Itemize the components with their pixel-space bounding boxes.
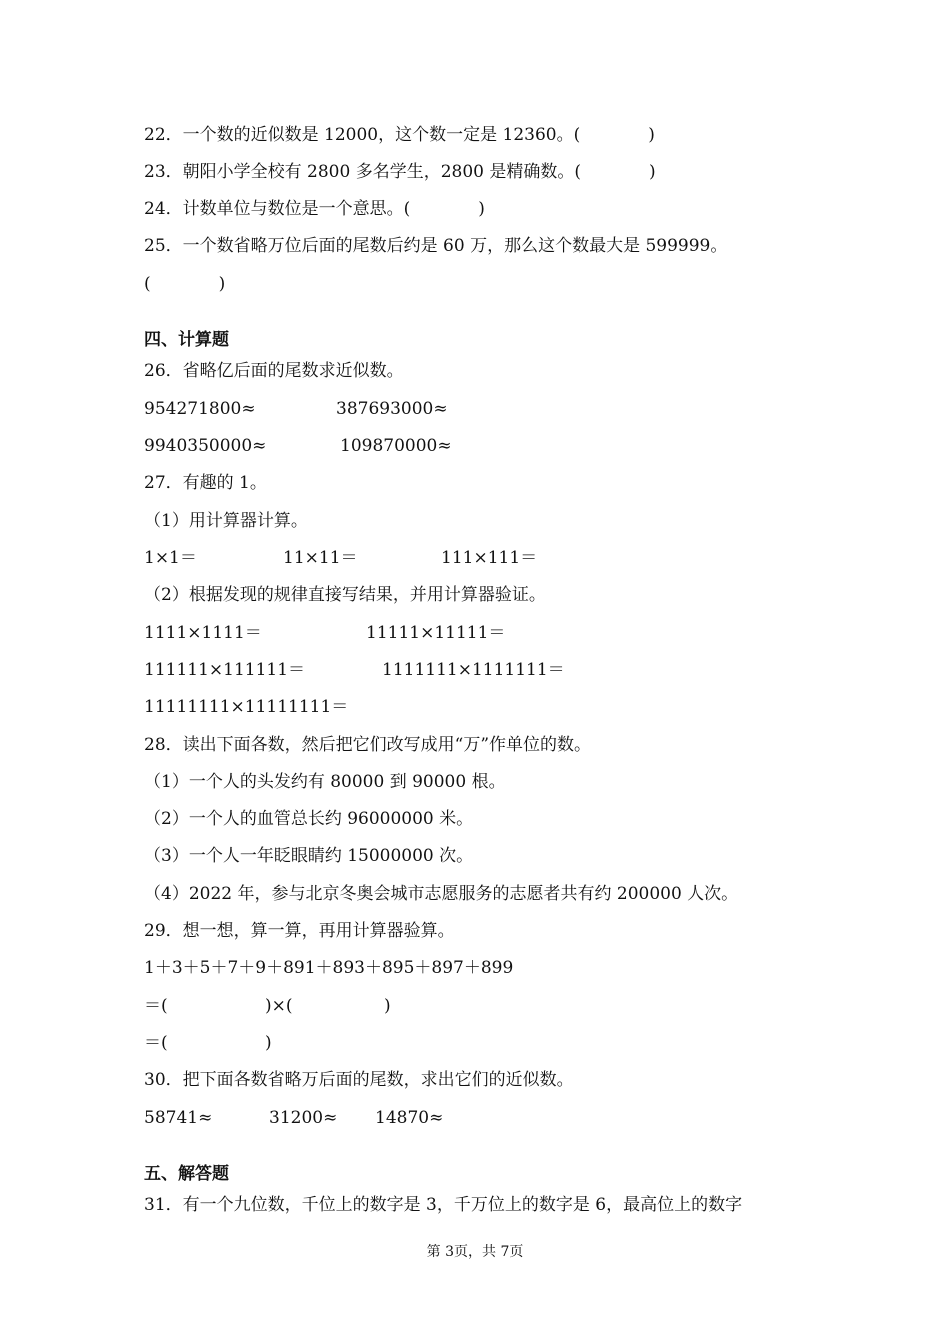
q27-item-111111x111111: 111111×111111＝ xyxy=(144,660,306,680)
question-30: 30．把下面各数省略万后面的尾数，求出它们的近似数。 xyxy=(144,1070,574,1090)
question-27-part-2: （2）根据发现的规律直接写结果，并用计算器验证。 xyxy=(144,585,546,605)
q29-step1-close: ) xyxy=(384,996,391,1016)
question-22: 22．一个数的近似数是 12000，这个数一定是 12360。( ) xyxy=(144,125,655,145)
question-28: 28．读出下面各数，然后把它们改写成用“万”作单位的数。 xyxy=(144,735,592,755)
q29-step1-times: )×( xyxy=(265,996,293,1016)
q27-item-1111x1111: 1111×1111＝ xyxy=(144,623,262,643)
q30-item-c: 14870≈ xyxy=(375,1108,444,1128)
question-28-part-3: （3）一个人一年眨眼睛约 15000000 次。 xyxy=(144,846,474,866)
question-29: 29．想一想，算一算，再用计算器验算。 xyxy=(144,921,455,941)
q27-item-1111111x1111111: 1111111×1111111＝ xyxy=(382,660,565,680)
question-28-part-2: （2）一个人的血管总长约 96000000 米。 xyxy=(144,809,474,829)
question-28-part-4: （4）2022 年，参与北京冬奥会城市志愿服务的志愿者共有约 200000 人次。 xyxy=(144,884,739,904)
q27-item-1x1: 1×1＝ xyxy=(144,548,197,568)
question-25: 25．一个数省略万位后面的尾数后约是 60 万，那么这个数最大是 599999。 xyxy=(144,236,728,256)
q26-item-a: 954271800≈ xyxy=(144,399,256,419)
question-24: 24．计数单位与数位是一个意思。( ) xyxy=(144,199,485,219)
section-5-heading: 五、解答题 xyxy=(144,1164,229,1184)
question-31: 31．有一个九位数，千位上的数字是 3，千万位上的数字是 6，最高位上的数字 xyxy=(144,1195,743,1215)
q26-item-d: 109870000≈ xyxy=(340,436,452,456)
question-23: 23．朝阳小学全校有 2800 多名学生，2800 是精确数。( ) xyxy=(144,162,656,182)
question-26: 26．省略亿后面的尾数求近似数。 xyxy=(144,361,404,381)
q30-item-a: 58741≈ xyxy=(144,1108,213,1128)
q26-item-b: 387693000≈ xyxy=(336,399,448,419)
question-27-part-2-row-3: 11111111×11111111＝ xyxy=(144,697,349,717)
question-27-part-1: （1）用计算器计算。 xyxy=(144,511,308,531)
q29-step1-open: ＝( xyxy=(144,996,168,1016)
question-28-part-1: （1）一个人的头发约有 80000 到 90000 根。 xyxy=(144,772,506,792)
question-27: 27．有趣的 1。 xyxy=(144,473,267,493)
q29-step2-close: ) xyxy=(265,1033,272,1053)
section-4-heading: 四、计算题 xyxy=(144,330,229,350)
q26-item-c: 9940350000≈ xyxy=(144,436,267,456)
q27-item-11111x11111: 11111×11111＝ xyxy=(366,623,506,643)
question-29-expression: 1＋3＋5＋7＋9＋891＋893＋895＋897＋899 xyxy=(144,958,514,978)
page-footer: 第 3页，共 7页 xyxy=(426,1244,524,1260)
q30-item-b: 31200≈ xyxy=(269,1108,338,1128)
q27-item-111x111: 111×111＝ xyxy=(441,548,538,568)
question-25-answer-blank: ( ) xyxy=(144,274,226,294)
q29-step2-open: ＝( xyxy=(144,1033,168,1053)
q27-item-11x11: 11×11＝ xyxy=(283,548,358,568)
